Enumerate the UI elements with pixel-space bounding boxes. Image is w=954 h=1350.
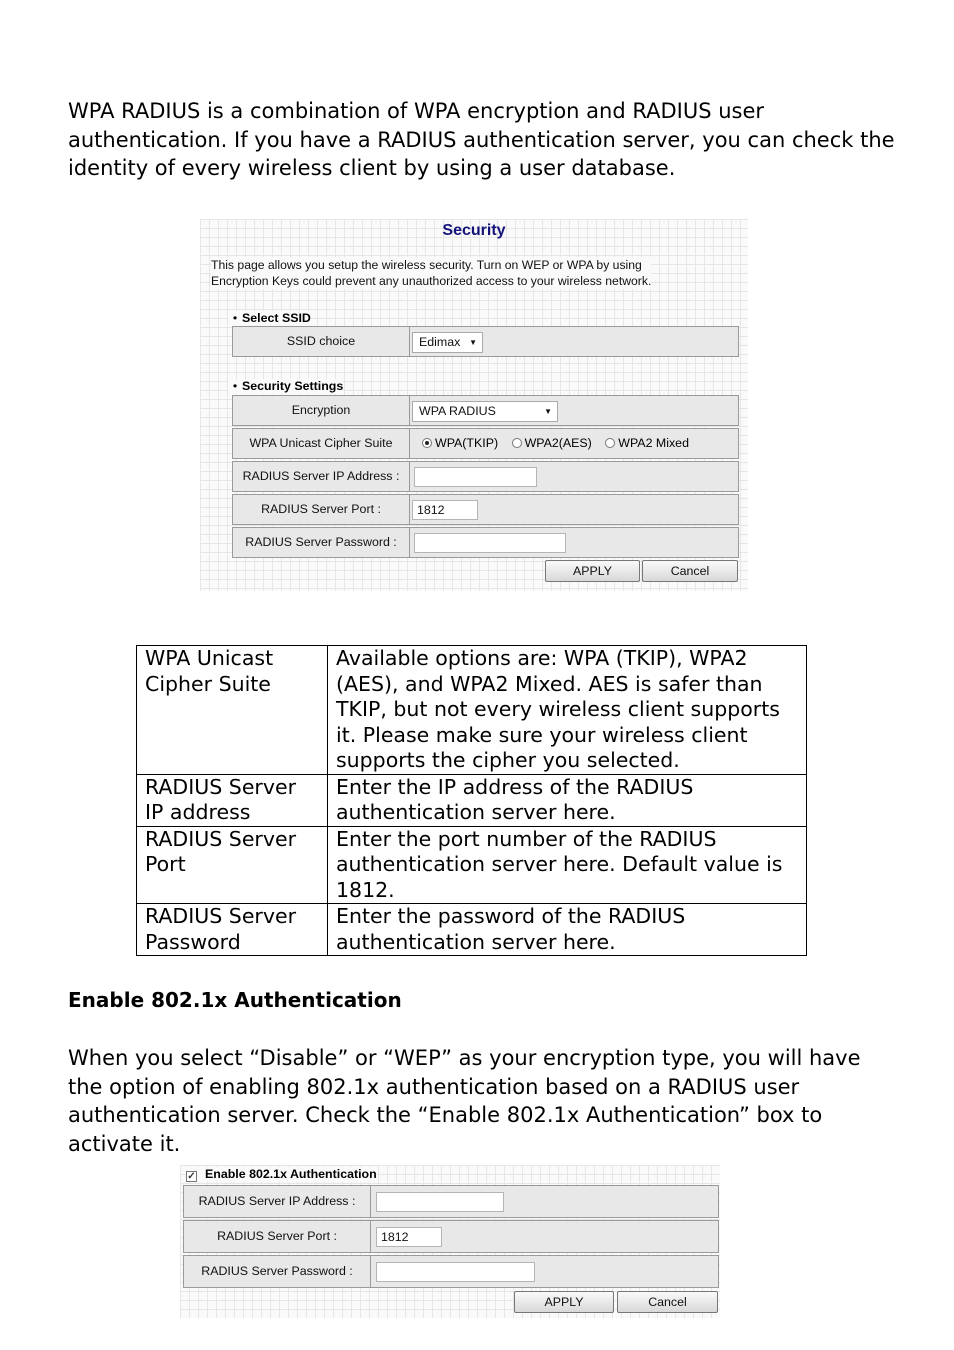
auth-radius-port-input[interactable]: 1812	[376, 1227, 442, 1247]
apply-button[interactable]: APPLY	[545, 560, 640, 582]
term-cell: WPA Unicast Cipher Suite	[137, 646, 328, 775]
security-description-line2: Encryption Keys could prevent any unauthorized access to your wireless network.	[211, 274, 652, 288]
table-row	[137, 904, 807, 956]
radio-unselected-icon[interactable]	[605, 438, 615, 448]
security-settings-heading	[228, 379, 343, 394]
radio-unselected-icon[interactable]	[512, 438, 522, 448]
description-cell: Enter the password of the RADIUS authentication server here.	[328, 904, 807, 956]
description-cell: Available options are: WPA (TKIP), WPA2 (AES), and WPA2 Mixed. AES is safer than TKIP, but not every wireless client supports it. Please make sure your wireless client supports the cipher you selected.	[328, 646, 807, 775]
cipher-suite-row	[232, 428, 739, 459]
auth-radius-ip-label: RADIUS Server IP Address :	[184, 1186, 371, 1217]
bullet-icon: •	[232, 379, 238, 393]
radio-selected-icon[interactable]	[422, 438, 432, 448]
dropdown-arrow-icon: ▼	[469, 338, 477, 347]
ssid-choice-select[interactable]	[412, 332, 483, 353]
auth-radius-password-label: RADIUS Server Password :	[184, 1256, 371, 1287]
term-cell: RADIUS Server IP address	[137, 774, 328, 826]
radius-ip-row	[232, 461, 739, 492]
ssid-choice-row	[232, 326, 739, 357]
term-cell: RADIUS Server Port	[137, 826, 328, 904]
auth-panel	[180, 1165, 720, 1318]
radio-wpa2-mixed-label: WPA2 Mixed	[618, 436, 689, 450]
radio-wpa-tkip[interactable]	[422, 429, 498, 458]
radio-wpa2-aes-label: WPA2(AES)	[524, 436, 592, 450]
ssid-choice-label: SSID choice	[233, 327, 410, 356]
table-row	[137, 826, 807, 904]
auth-radius-password-input[interactable]	[376, 1262, 535, 1282]
radius-ip-input[interactable]	[414, 467, 537, 487]
cipher-suite-label: WPA Unicast Cipher Suite	[233, 429, 410, 458]
checkbox-checked-icon[interactable]: ✓	[187, 1171, 196, 1182]
term-cell: RADIUS Server Password	[137, 904, 328, 956]
encryption-label: Encryption	[233, 396, 410, 425]
auth-radius-ip-input[interactable]	[376, 1192, 504, 1212]
encryption-select[interactable]	[412, 401, 558, 422]
radius-port-input[interactable]: 1812	[412, 500, 478, 520]
select-ssid-label: Select SSID	[242, 311, 311, 325]
security-description-line1: This page allows you setup the wireless security. Turn on WEP or WPA by using	[211, 258, 642, 272]
security-settings-label: Security Settings	[242, 379, 344, 393]
ssid-choice-value: Edimax	[419, 335, 461, 349]
select-ssid-heading	[228, 311, 311, 326]
encryption-row	[232, 395, 739, 426]
radio-wpa2-aes[interactable]	[512, 429, 592, 458]
section-paragraph: When you select “Disable” or “WEP” as your encryption type, you will have the option of enabling 802.1x authentication based on a RADIUS user authentication server. Check the “Enable 802.1x Authentication” box to activate it.	[68, 1046, 861, 1156]
table-row	[137, 774, 807, 826]
radius-password-input[interactable]	[414, 533, 566, 553]
radius-port-row	[232, 494, 739, 525]
radius-ip-label: RADIUS Server IP Address :	[233, 462, 410, 491]
enable-8021x-option[interactable]	[186, 1167, 377, 1182]
auth-cancel-button[interactable]: Cancel	[617, 1291, 718, 1313]
table-row	[137, 646, 807, 775]
radio-wpa2-mixed[interactable]	[605, 429, 689, 458]
radius-password-label: RADIUS Server Password :	[233, 528, 410, 557]
auth-radius-password-row	[183, 1255, 719, 1288]
dropdown-arrow-icon: ▼	[544, 407, 552, 416]
description-table	[136, 645, 807, 956]
description-cell: Enter the IP address of the RADIUS authentication server here.	[328, 774, 807, 826]
cipher-radio-group	[422, 429, 699, 458]
radio-wpa-tkip-label: WPA(TKIP)	[435, 436, 499, 450]
security-description	[211, 257, 651, 289]
radius-port-label: RADIUS Server Port :	[233, 495, 410, 524]
intro-paragraph: WPA RADIUS is a combination of WPA encryption and RADIUS user authentication. If you have a RADIUS authentication server, you can check the identity of every wireless client by using a user database.	[68, 99, 895, 180]
description-cell: Enter the port number of the RADIUS authentication server here. Default value is 1812.	[328, 826, 807, 904]
auth-radius-ip-row	[183, 1185, 719, 1218]
auth-apply-button[interactable]: APPLY	[514, 1291, 614, 1313]
security-title: Security	[442, 222, 506, 239]
enable-8021x-label: Enable 802.1x Authentication	[205, 1167, 377, 1181]
section-heading: Enable 802.1x Authentication	[68, 988, 402, 1012]
security-panel	[200, 219, 748, 591]
cancel-button[interactable]: Cancel	[642, 560, 738, 582]
auth-radius-port-label: RADIUS Server Port :	[184, 1221, 371, 1252]
encryption-value: WPA RADIUS	[419, 404, 496, 418]
radius-password-row	[232, 527, 739, 558]
auth-radius-port-row	[183, 1220, 719, 1253]
bullet-icon: •	[232, 311, 238, 325]
